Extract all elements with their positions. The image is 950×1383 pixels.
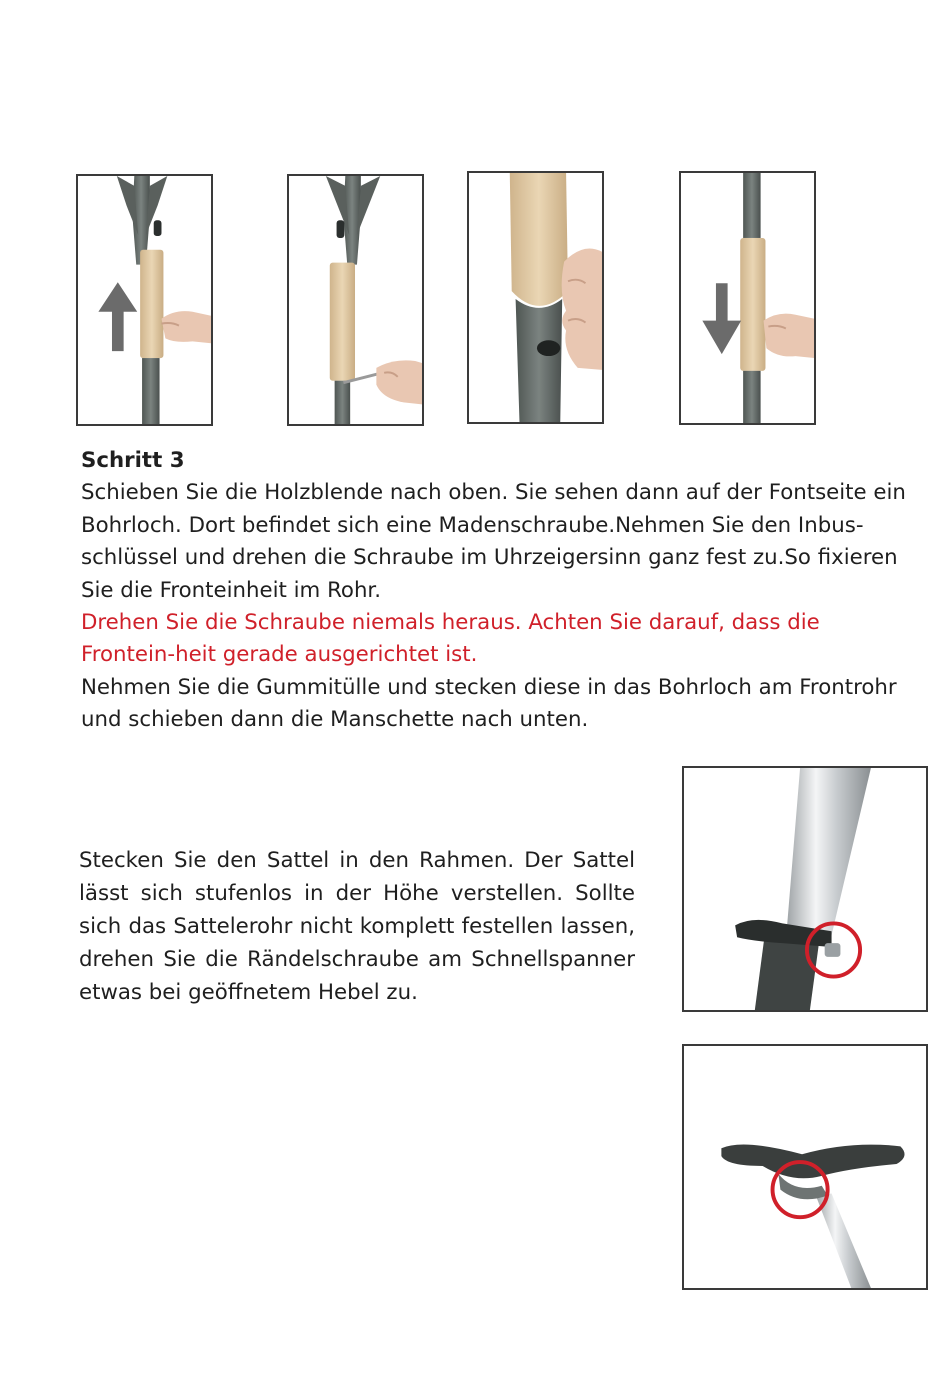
step-warning: Drehen Sie die Schraube niemals heraus. Achten Sie darauf, dass die Frontein-heit gerade ausgerichtet ist.: [81, 610, 820, 668]
photo-insert-grommet: [467, 171, 604, 424]
arrow-down-icon: [702, 283, 741, 354]
step-paragraph-1: Schieben Sie die Holzblende nach oben. Sie sehen dann auf der Fontseite ein Bohrloch. Dort befindet sich eine Madenschraube.Nehmen Sie den Inbus-schlüssel und drehen die Schraube im Uhrzeigersinn ganz fest zu.So fixieren Sie die Fronteinheit im Rohr.: [81, 480, 906, 603]
step-title: Schritt 3: [81, 448, 185, 473]
arrow-up-icon: [98, 282, 137, 351]
photo-tighten-screw: [287, 174, 424, 426]
photo-slide-sleeve-down: [679, 171, 816, 425]
step-instructions: [81, 445, 916, 737]
photo-slide-sleeve-up: [76, 174, 213, 426]
saddle-instructions: Stecken Sie den Sattel in den Rahmen. Der Sattel lässt sich stufenlos in der Höhe verstellen. Sollte sich das Sattelerohr nicht komplett festellen lassen, drehen Sie die Rändelschraube am Schnellspanner etwas bei geöffnetem Hebel zu.: [79, 848, 635, 1005]
photo-seat-clamp: [682, 766, 928, 1012]
step-paragraph-2: Nehmen Sie die Gummitülle und stecken diese in das Bohrloch am Frontrohr und schieben dann die Manschette nach unten.: [81, 674, 897, 733]
photo-saddle: [682, 1044, 928, 1290]
